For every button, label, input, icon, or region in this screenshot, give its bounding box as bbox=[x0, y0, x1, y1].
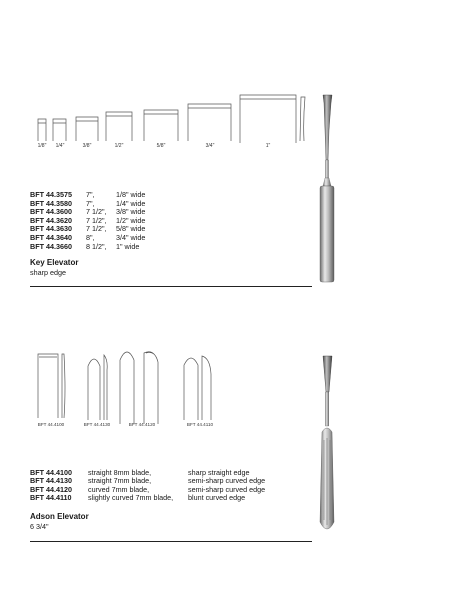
item-edge: sharp straight edge bbox=[188, 468, 250, 477]
key-elevator-subtitle: sharp edge bbox=[30, 268, 66, 277]
section-divider bbox=[30, 541, 312, 542]
item-width: 1" wide bbox=[116, 241, 140, 251]
item-length: 7 1/2", bbox=[86, 207, 107, 217]
item-description: curved 7mm blade, bbox=[88, 484, 150, 494]
item-code: BFT 44.3600 bbox=[30, 207, 72, 217]
item-width: 1/8" wide bbox=[116, 190, 146, 199]
item-description: straight 8mm blade, bbox=[88, 468, 152, 477]
item-description: straight 7mm blade, bbox=[88, 476, 152, 486]
item-code: BFT 44.3640 bbox=[30, 232, 72, 242]
tip-label-4100: BFT 44.4100 bbox=[37, 422, 65, 427]
item-code: BFT 44.4100 bbox=[30, 468, 72, 477]
item-code: BFT 44.3630 bbox=[30, 224, 72, 234]
item-code: BFT 44.3575 bbox=[30, 190, 72, 199]
item-code: BFT 44.3580 bbox=[30, 198, 72, 208]
item-code: BFT 44.4130 bbox=[30, 476, 72, 486]
size-label-3-8: 3/8" bbox=[82, 143, 92, 149]
size-label-1: 1" bbox=[265, 143, 271, 149]
adson-elevator-spec-table bbox=[30, 469, 265, 503]
key-elevator-title: Key Elevator bbox=[30, 258, 79, 267]
size-label-1-4: 1/4" bbox=[55, 143, 65, 149]
item-code: BFT 44.3660 bbox=[30, 241, 72, 251]
item-description: slightly curved 7mm blade, bbox=[88, 493, 174, 503]
size-label-3-4: 3/4" bbox=[205, 143, 215, 149]
item-length: 8 1/2", bbox=[86, 241, 107, 251]
item-width: 3/8" wide bbox=[116, 207, 146, 217]
size-label-1-2: 1/2" bbox=[114, 143, 124, 149]
item-edge: blunt curved edge bbox=[188, 493, 246, 503]
table-row bbox=[30, 494, 265, 502]
tip-label-4130: BFT 44.4130 bbox=[83, 422, 111, 427]
item-width: 1/4" wide bbox=[116, 198, 146, 208]
item-code: BFT 44.4110 bbox=[30, 493, 72, 503]
adson-elevator-subtitle: 6 3/4" bbox=[30, 522, 49, 531]
item-code: BFT 44.3620 bbox=[30, 215, 72, 225]
item-width: 1/2" wide bbox=[116, 215, 146, 225]
item-width: 3/4" wide bbox=[116, 232, 146, 242]
size-label-1-8: 1/8" bbox=[37, 143, 47, 149]
item-length: 8", bbox=[86, 232, 95, 242]
item-edge: semi-sharp curved edge bbox=[188, 476, 266, 486]
tip-label-4110: BFT 44.4110 bbox=[186, 422, 214, 427]
item-length: 7 1/2", bbox=[86, 215, 107, 225]
item-length: 7", bbox=[86, 198, 95, 208]
item-edge: semi-sharp curved edge bbox=[188, 484, 266, 494]
tip-label-4120: BFT 44.4120 bbox=[128, 422, 156, 427]
item-length: 7 1/2", bbox=[86, 224, 107, 234]
item-code: BFT 44.4120 bbox=[30, 484, 72, 494]
item-length: 7", bbox=[86, 190, 95, 199]
item-width: 5/8" wide bbox=[116, 224, 146, 234]
adson-elevator-title: Adson Elevator bbox=[30, 512, 89, 521]
size-label-5-8: 5/8" bbox=[156, 143, 166, 149]
